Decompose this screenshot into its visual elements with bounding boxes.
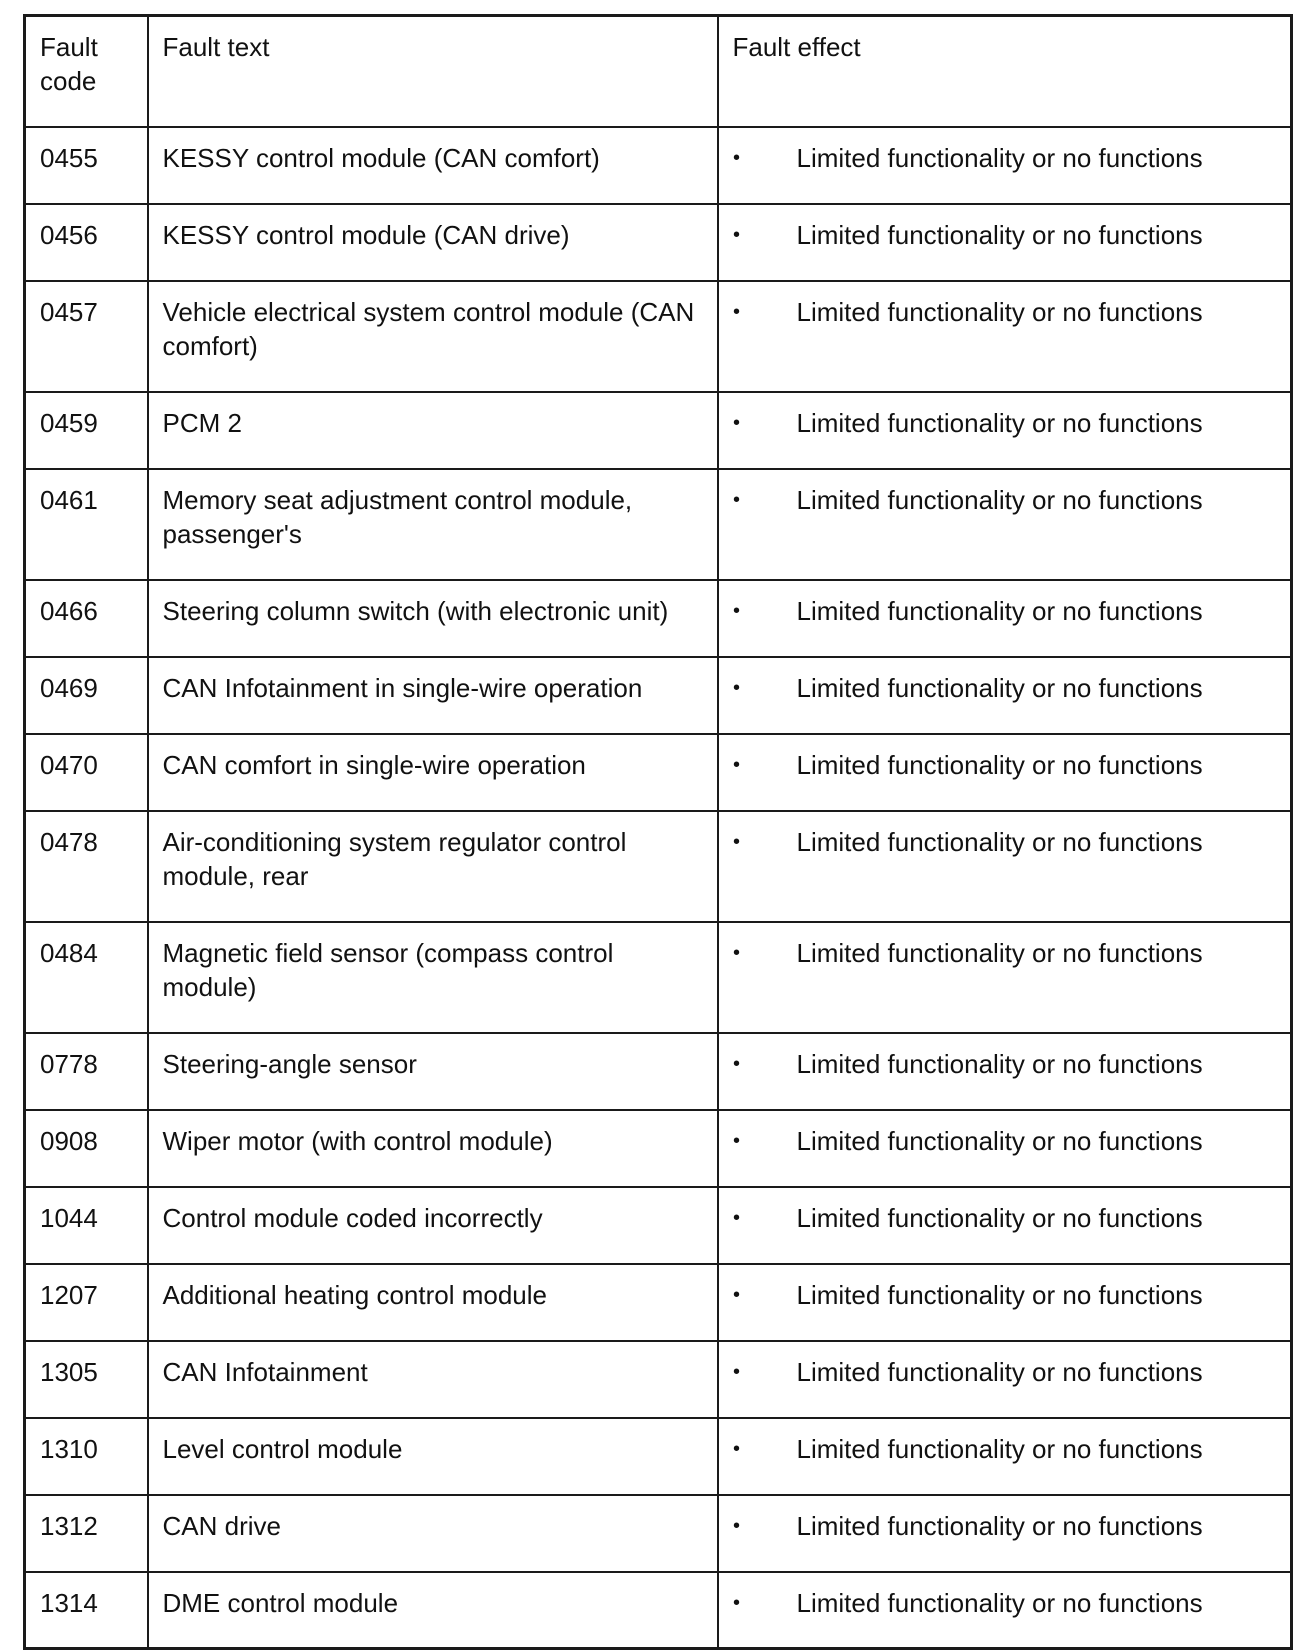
table-row: [25, 204, 1292, 281]
fault-text-cell: Memory seat adjustment control module, passenger's: [148, 469, 718, 580]
fault-effect-cell: [718, 1033, 1292, 1110]
fault-code-cell: 1312: [25, 1495, 148, 1572]
fault-effect-text: Limited functionality or no functions: [796, 1587, 1203, 1618]
table-row: [25, 1341, 1292, 1418]
table-row: [25, 392, 1292, 469]
table-header-row: [25, 16, 1292, 127]
table-row: [25, 1187, 1292, 1264]
bullet-icon: •: [732, 1206, 740, 1229]
header-fault-text: Fault text: [148, 16, 718, 127]
fault-effect-cell: [718, 1572, 1292, 1649]
table-row: [25, 127, 1292, 204]
fault-text-cell: Level control module: [148, 1418, 718, 1495]
fault-code-table: [23, 14, 1293, 1650]
bullet-icon: •: [732, 599, 740, 622]
fault-text-cell: PCM 2: [148, 392, 718, 469]
table-body: [25, 127, 1292, 1649]
fault-code-cell: 0470: [25, 734, 148, 811]
bullet-icon: •: [732, 1129, 740, 1152]
fault-effect-text: Limited functionality or no functions: [796, 826, 1203, 857]
bullet-icon: •: [732, 1052, 740, 1075]
table-row: [25, 469, 1292, 580]
fault-text-cell: Control module coded incorrectly: [148, 1187, 718, 1264]
fault-code-cell: 0469: [25, 657, 148, 734]
fault-text-cell: Additional heating control module: [148, 1264, 718, 1341]
fault-effect-text: Limited functionality or no functions: [796, 1202, 1203, 1233]
header-fault-code: Fault code: [25, 16, 148, 127]
fault-code-cell: 0457: [25, 281, 148, 392]
fault-text-cell: Air-conditioning system regulator control module, rear: [148, 811, 718, 922]
fault-effect-text: Limited functionality or no functions: [796, 219, 1203, 250]
fault-text-cell: Magnetic field sensor (compass control module): [148, 922, 718, 1033]
fault-effect-text: Limited functionality or no functions: [796, 296, 1203, 327]
fault-code-cell: 1044: [25, 1187, 148, 1264]
bullet-icon: •: [732, 1591, 740, 1614]
bullet-icon: •: [732, 1437, 740, 1460]
fault-effect-text: Limited functionality or no functions: [796, 749, 1203, 780]
fault-code-cell: 0461: [25, 469, 148, 580]
table-row: [25, 281, 1292, 392]
fault-effect-cell: [718, 1187, 1292, 1264]
fault-effect-cell: [718, 127, 1292, 204]
fault-text-cell: Wiper motor (with control module): [148, 1110, 718, 1187]
fault-code-cell: 0455: [25, 127, 148, 204]
table-row: [25, 657, 1292, 734]
bullet-icon: •: [732, 1514, 740, 1537]
bullet-icon: •: [732, 1283, 740, 1306]
header-fault-effect: Fault effect: [718, 16, 1292, 127]
bullet-icon: •: [732, 830, 740, 853]
fault-effect-cell: [718, 392, 1292, 469]
fault-effect-cell: [718, 734, 1292, 811]
fault-effect-cell: [718, 657, 1292, 734]
fault-code-cell: 0456: [25, 204, 148, 281]
fault-effect-cell: [718, 811, 1292, 922]
fault-effect-cell: [718, 281, 1292, 392]
table-row: [25, 1495, 1292, 1572]
fault-text-cell: CAN comfort in single-wire operation: [148, 734, 718, 811]
fault-code-cell: 1314: [25, 1572, 148, 1649]
fault-effect-text: Limited functionality or no functions: [796, 937, 1203, 968]
fault-effect-cell: [718, 1264, 1292, 1341]
fault-code-cell: 1207: [25, 1264, 148, 1341]
table-row: [25, 1110, 1292, 1187]
fault-effect-cell: [718, 1418, 1292, 1495]
fault-effect-cell: [718, 1341, 1292, 1418]
table-row: [25, 1572, 1292, 1649]
fault-effect-text: Limited functionality or no functions: [796, 1125, 1203, 1156]
fault-text-cell: CAN Infotainment: [148, 1341, 718, 1418]
fault-text-cell: Vehicle electrical system control module (CAN comfort): [148, 281, 718, 392]
fault-effect-text: Limited functionality or no functions: [796, 1433, 1203, 1464]
fault-text-cell: Steering-angle sensor: [148, 1033, 718, 1110]
table-row: [25, 1033, 1292, 1110]
fault-text-cell: CAN drive: [148, 1495, 718, 1572]
fault-text-cell: Steering column switch (with electronic unit): [148, 580, 718, 657]
fault-effect-text: Limited functionality or no functions: [796, 407, 1203, 438]
fault-text-cell: CAN Infotainment in single-wire operation: [148, 657, 718, 734]
bullet-icon: •: [732, 146, 740, 169]
fault-effect-text: Limited functionality or no functions: [796, 1356, 1203, 1387]
table-row: [25, 1264, 1292, 1341]
fault-text-cell: KESSY control module (CAN drive): [148, 204, 718, 281]
fault-effect-text: Limited functionality or no functions: [796, 1048, 1203, 1079]
fault-effect-text: Limited functionality or no functions: [796, 142, 1203, 173]
fault-effect-cell: [718, 1110, 1292, 1187]
bullet-icon: •: [732, 411, 740, 434]
fault-code-cell: 0459: [25, 392, 148, 469]
fault-effect-text: Limited functionality or no functions: [796, 1510, 1203, 1541]
fault-effect-cell: [718, 1495, 1292, 1572]
table-row: [25, 922, 1292, 1033]
fault-code-cell: 1310: [25, 1418, 148, 1495]
fault-text-cell: KESSY control module (CAN comfort): [148, 127, 718, 204]
table-row: [25, 1418, 1292, 1495]
bullet-icon: •: [732, 753, 740, 776]
fault-code-cell: 0778: [25, 1033, 148, 1110]
fault-effect-cell: [718, 580, 1292, 657]
fault-code-cell: 0484: [25, 922, 148, 1033]
bullet-icon: •: [732, 941, 740, 964]
fault-effect-text: Limited functionality or no functions: [796, 484, 1203, 515]
bullet-icon: •: [732, 676, 740, 699]
fault-effect-text: Limited functionality or no functions: [796, 595, 1203, 626]
fault-effect-text: Limited functionality or no functions: [796, 1279, 1203, 1310]
bullet-icon: •: [732, 300, 740, 323]
fault-code-cell: 0908: [25, 1110, 148, 1187]
table-row: [25, 580, 1292, 657]
fault-code-cell: 0478: [25, 811, 148, 922]
table-row: [25, 811, 1292, 922]
fault-effect-text: Limited functionality or no functions: [796, 672, 1203, 703]
fault-code-cell: 1305: [25, 1341, 148, 1418]
bullet-icon: •: [732, 488, 740, 511]
fault-code-cell: 0466: [25, 580, 148, 657]
fault-text-cell: DME control module: [148, 1572, 718, 1649]
fault-effect-cell: [718, 469, 1292, 580]
table-row: [25, 734, 1292, 811]
fault-effect-cell: [718, 922, 1292, 1033]
bullet-icon: •: [732, 223, 740, 246]
bullet-icon: •: [732, 1360, 740, 1383]
fault-effect-cell: [718, 204, 1292, 281]
